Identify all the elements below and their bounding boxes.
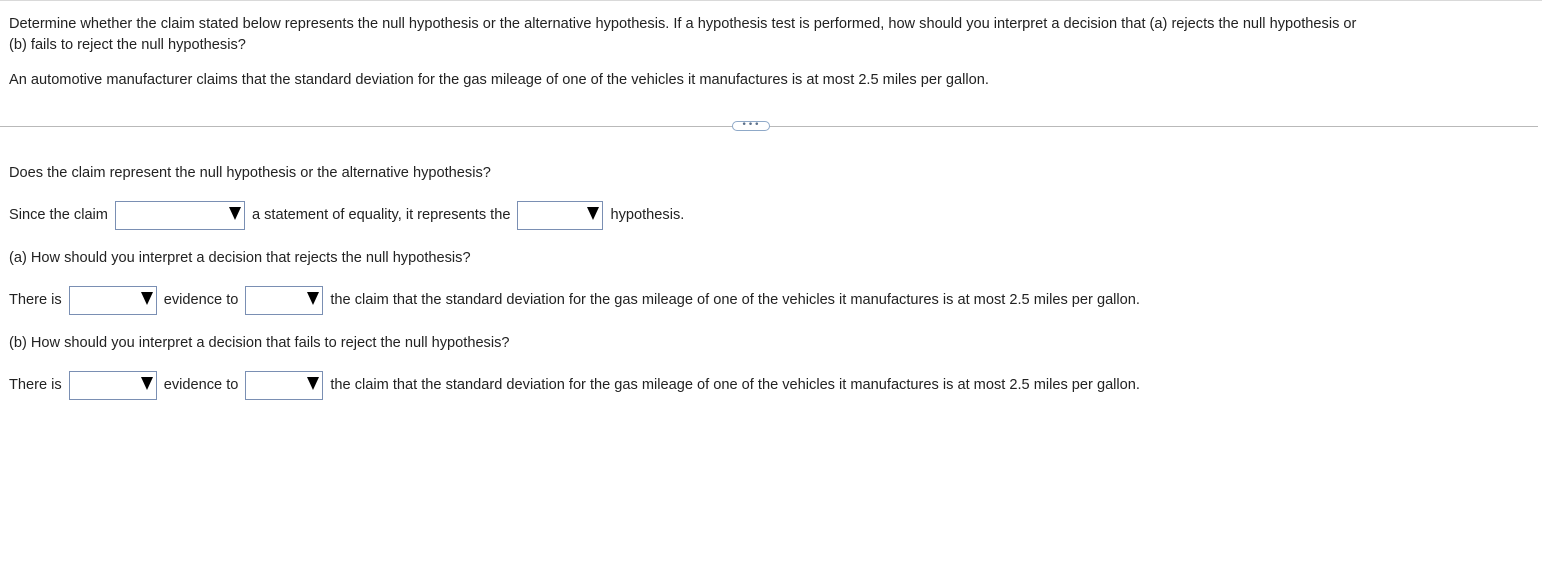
part-a-action-dropdown[interactable] (245, 286, 323, 315)
triangle-down-icon (141, 292, 153, 305)
top-rule (0, 0, 1542, 1)
ellipsis-icon: ••• (741, 119, 761, 130)
triangle-down-icon (587, 207, 599, 220)
claim-equality-dropdown[interactable] (115, 201, 245, 230)
part-b-answer-row (9, 370, 1140, 400)
triangle-down-icon (141, 377, 153, 390)
triangle-down-icon (307, 377, 319, 390)
instructions-line-1: Determine whether the claim stated below represents the null hypothesis or the alternative hypothesis. If a hypothesis test is performed, how should you interpret a decision that (a) rejects the null hypothesis or (9, 16, 1357, 32)
question-main-prompt: Does the claim represent the null hypothesis or the alternative hypothesis? (9, 165, 491, 181)
part-b-evidence-dropdown[interactable] (69, 371, 157, 400)
triangle-down-icon (307, 292, 319, 305)
question-main-answer-row (9, 200, 684, 230)
instructions-line-2: (b) fails to reject the null hypothesis? (9, 37, 246, 53)
part-b-prompt: (b) How should you interpret a decision that fails to reject the null hypothesis? (9, 335, 510, 351)
part-a-prompt: (a) How should you interpret a decision that rejects the null hypothesis? (9, 250, 471, 266)
since-the-claim-label: Since the claim (9, 207, 108, 223)
part-a-answer-row (9, 285, 1140, 315)
part-a-evidence-dropdown[interactable] (69, 286, 157, 315)
part-b-there-is-label: There is (9, 377, 62, 393)
claim-statement: An automotive manufacturer claims that the standard deviation for the gas mileage of one of the vehicles it manufactures is at most 2.5 miles per gallon. (9, 72, 989, 88)
hypothesis-type-dropdown[interactable] (517, 201, 603, 230)
part-a-there-is-label: There is (9, 292, 62, 308)
more-options-button[interactable] (732, 121, 770, 131)
triangle-down-icon (229, 207, 241, 220)
part-b-evidence-to-label: evidence to (163, 377, 239, 393)
part-b-action-dropdown[interactable] (245, 371, 323, 400)
part-a-claim-text: the claim that the standard deviation for the gas mileage of one of the vehicles it manufactures is at most 2.5 miles per gallon. (330, 292, 1140, 308)
part-a-evidence-to-label: evidence to (163, 292, 239, 308)
statement-of-equality-label: a statement of equality, it represents the (251, 207, 511, 223)
part-b-claim-text: the claim that the standard deviation for the gas mileage of one of the vehicles it manufactures is at most 2.5 miles per gallon. (330, 377, 1140, 393)
hypothesis-label: hypothesis. (610, 207, 685, 223)
